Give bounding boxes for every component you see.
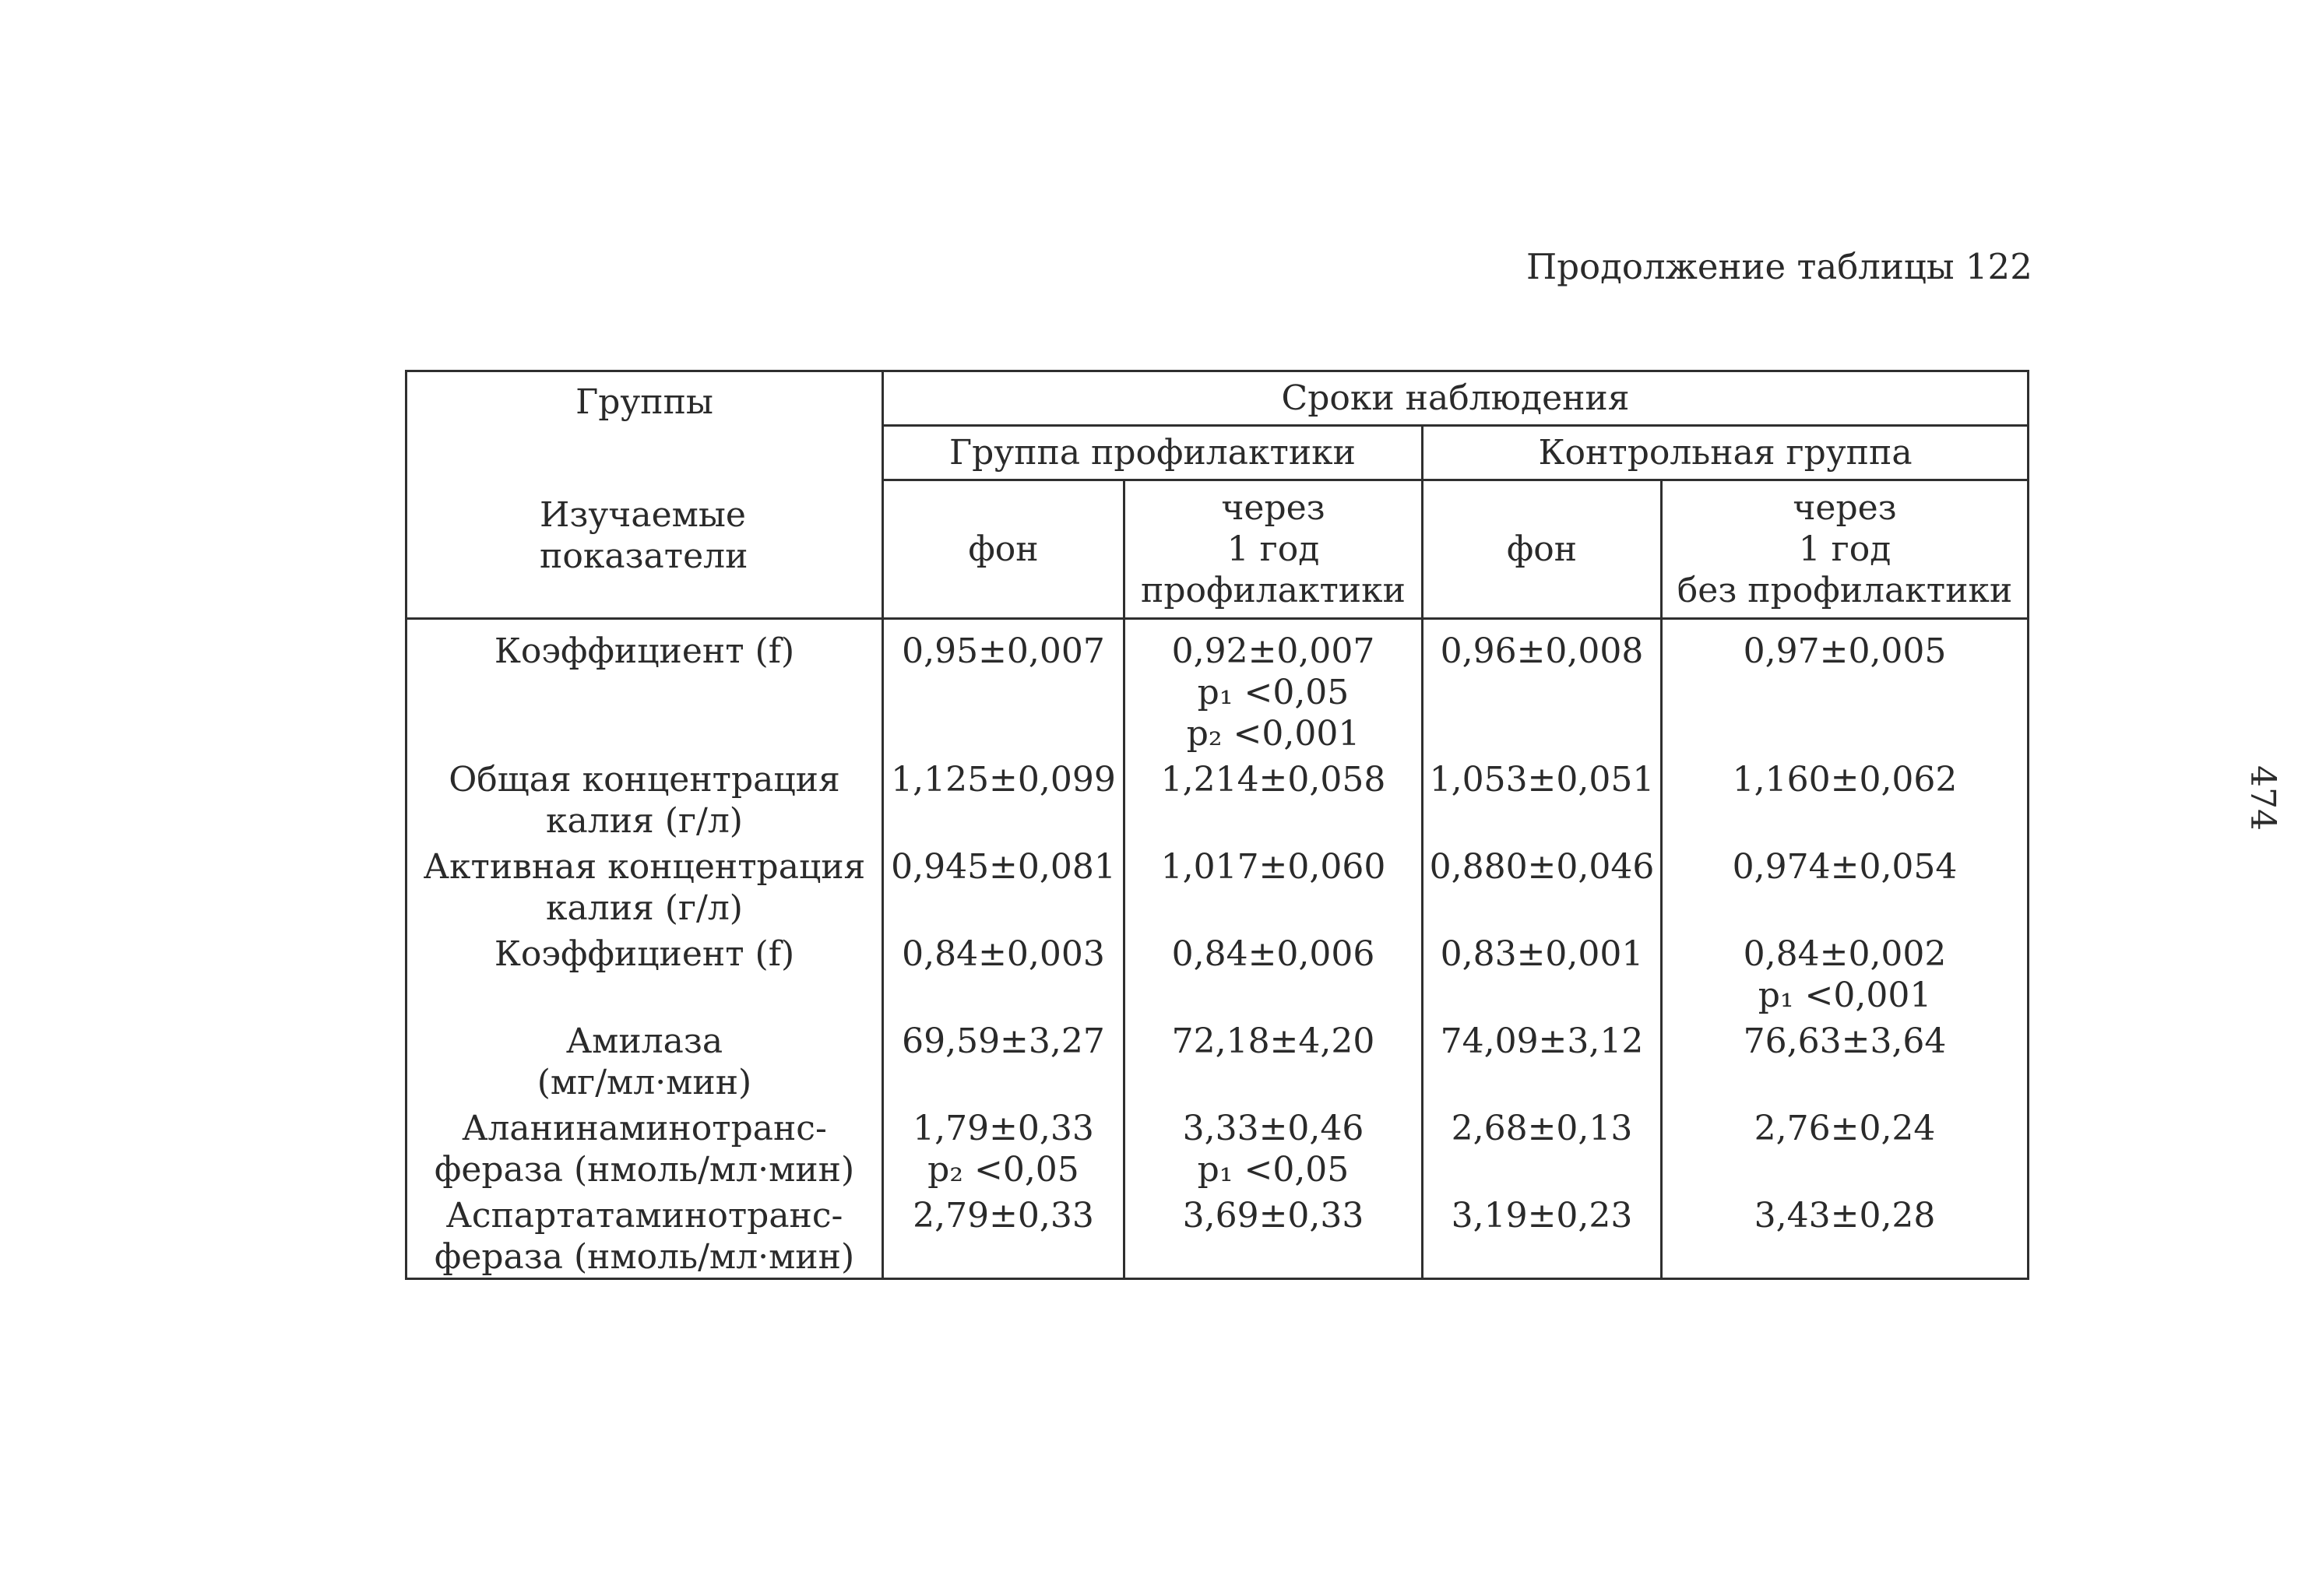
header-groups: Группы bbox=[575, 382, 713, 422]
table-caption: Продолжение таблицы 122 bbox=[1526, 246, 2032, 287]
header-column-3: через 1 год без профилактики bbox=[1662, 480, 2029, 619]
table-cell: 3,43±0,28 bbox=[1662, 1190, 2029, 1279]
table-cell: 1,214±0,058 bbox=[1124, 754, 1423, 842]
row-label: Коэффициент (f) bbox=[406, 619, 883, 755]
table-cell: 2,76±0,24 bbox=[1662, 1103, 2029, 1190]
table-cell: 1,125±0,099 bbox=[883, 754, 1124, 842]
table-row bbox=[406, 1016, 2029, 1103]
row-label: Активная концентрация калия (г/л) bbox=[406, 842, 883, 929]
table-body bbox=[406, 619, 2029, 1279]
table-row bbox=[406, 842, 2029, 929]
table-cell: 1,160±0,062 bbox=[1662, 754, 2029, 842]
table-cell: 0,974±0,054 bbox=[1662, 842, 2029, 929]
header-prevention-group: Группа профилактики bbox=[883, 426, 1423, 480]
table-cell: 76,63±3,64 bbox=[1662, 1016, 2029, 1103]
table-cell: 74,09±3,12 bbox=[1423, 1016, 1662, 1103]
table-cell: 69,59±3,27 bbox=[883, 1016, 1124, 1103]
table-cell: 0,83±0,001 bbox=[1423, 929, 1662, 1016]
table-cell: 0,945±0,081 bbox=[883, 842, 1124, 929]
table-cell: 1,79±0,33 p₂ <0,05 bbox=[883, 1103, 1124, 1190]
table-cell: 2,68±0,13 bbox=[1423, 1103, 1662, 1190]
table-row bbox=[406, 619, 2029, 755]
table-cell: 0,95±0,007 bbox=[883, 619, 1124, 755]
table-row bbox=[406, 1190, 2029, 1279]
table-cell: 1,017±0,060 bbox=[1124, 842, 1423, 929]
row-label: Общая концентрация калия (г/л) bbox=[406, 754, 883, 842]
header-groups-indicators-cell bbox=[406, 371, 883, 619]
table-cell: 0,84±0,003 bbox=[883, 929, 1124, 1016]
table-cell: 0,84±0,002 p₁ <0,001 bbox=[1662, 929, 2029, 1016]
row-label: Аспартатаминотранс- фераза (нмоль/мл·мин) bbox=[406, 1190, 883, 1279]
table-cell: 0,96±0,008 bbox=[1423, 619, 1662, 755]
table-header bbox=[406, 371, 2029, 619]
table-row bbox=[406, 1103, 2029, 1190]
header-column-0: фон bbox=[883, 480, 1124, 619]
table-cell: 2,79±0,33 bbox=[883, 1190, 1124, 1279]
data-table bbox=[405, 370, 2029, 1280]
header-control-group: Контрольная группа bbox=[1423, 426, 2029, 480]
table-cell: 1,053±0,051 bbox=[1423, 754, 1662, 842]
header-column-1: через 1 год профилактики bbox=[1124, 480, 1423, 619]
table-row bbox=[406, 929, 2029, 1016]
table-cell: 72,18±4,20 bbox=[1124, 1016, 1423, 1103]
table-row bbox=[406, 754, 2029, 842]
table-cell: 3,69±0,33 bbox=[1124, 1190, 1423, 1279]
table-cell: 0,92±0,007 p₁ <0,05 p₂ <0,001 bbox=[1124, 619, 1423, 755]
row-label: Амилаза (мг/мл·мин) bbox=[406, 1016, 883, 1103]
row-label: Аланинаминотранс- фераза (нмоль/мл·мин) bbox=[406, 1103, 883, 1190]
table-cell: 3,19±0,23 bbox=[1423, 1190, 1662, 1279]
header-observation-period: Сроки наблюдения bbox=[883, 371, 2029, 426]
table-cell: 0,97±0,005 bbox=[1662, 619, 2029, 755]
header-indicators: Изучаемые показатели bbox=[540, 495, 748, 576]
page-number: 474 bbox=[2243, 765, 2282, 831]
table-cell: 0,880±0,046 bbox=[1423, 842, 1662, 929]
header-column-2: фон bbox=[1423, 480, 1662, 619]
table-cell: 3,33±0,46 p₁ <0,05 bbox=[1124, 1103, 1423, 1190]
table-cell: 0,84±0,006 bbox=[1124, 929, 1423, 1016]
row-label: Коэффициент (f) bbox=[406, 929, 883, 1016]
